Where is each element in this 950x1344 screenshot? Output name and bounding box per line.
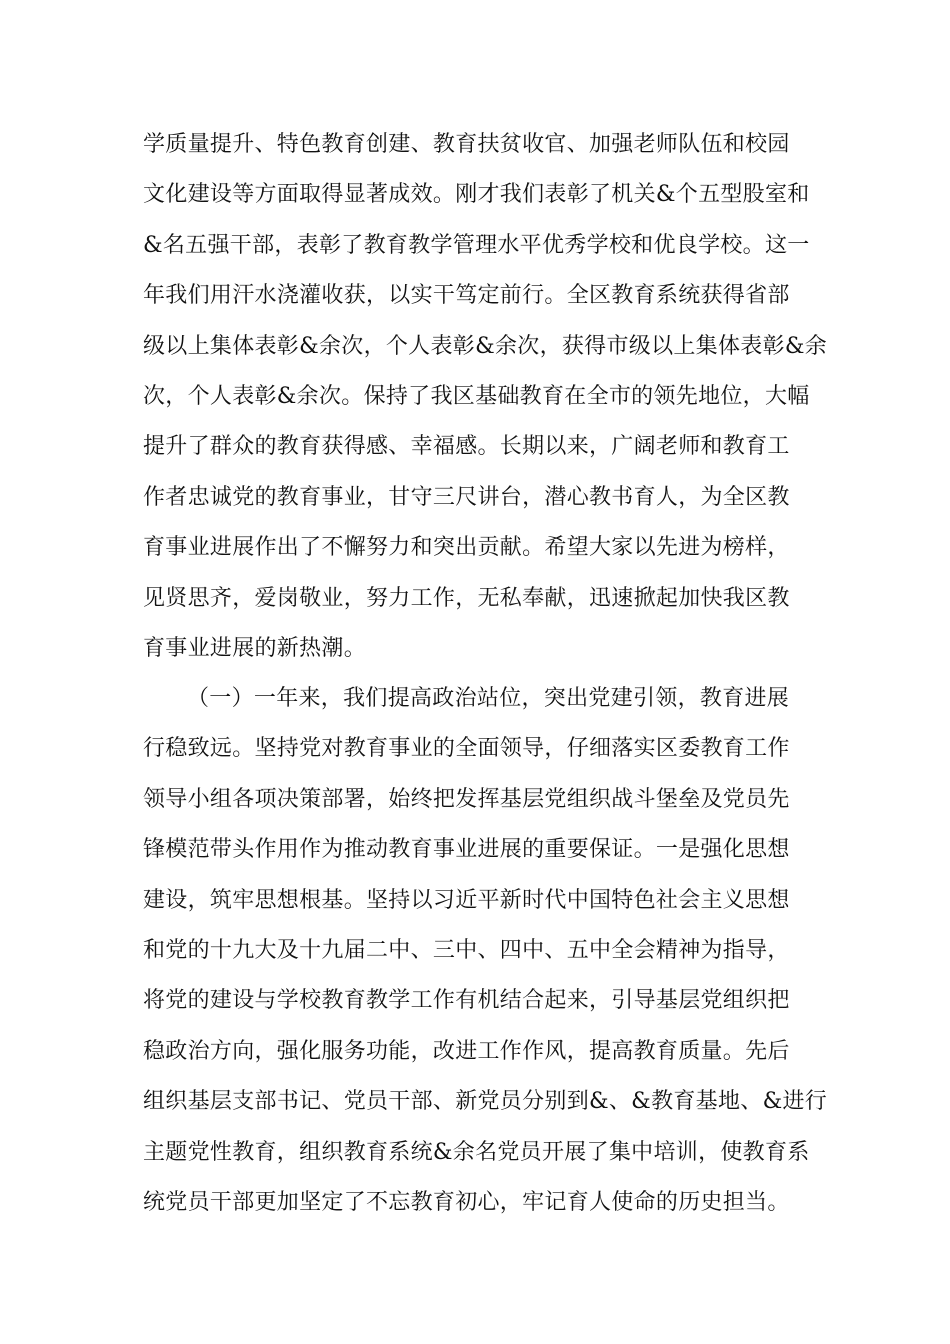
paragraph-1-line: 育事业进展的新热潮。 xyxy=(143,635,367,661)
paragraph-1-line: 提升了群众的教育获得感、幸福感。长期以来，广阔老师和教育工 xyxy=(143,434,790,460)
paragraph-2-line: 统党员干部更加坚定了不忘教育初心，牢记育人使命的历史担当。 xyxy=(143,1189,790,1215)
paragraph-2-line: 将党的建设与学校教育教学工作有机结合起来，引导基层党组织把 xyxy=(143,988,790,1014)
paragraph-2-line: （一）一年来，我们提高政治站位，突出党建引领，教育进展 xyxy=(187,686,790,711)
paragraph-2-line: 建设，筑牢思想根基。坚持以习近平新时代中国特色社会主义思想 xyxy=(143,887,790,913)
paragraph-1-line: 级以上集体表彰&余次，个人表彰&余次，获得市级以上集体表彰&余 xyxy=(143,333,828,359)
paragraph-1-line: 次，个人表彰&余次。保持了我区基础教育在全市的领先地位，大幅 xyxy=(143,383,810,409)
paragraph-2-line: 和党的十九大及十九届二中、三中、四中、五中全会精神为指导， xyxy=(143,937,790,963)
paragraph-1-line: 育事业进展作出了不懈努力和突出贡献。希望大家以先进为榜样， xyxy=(143,535,790,561)
paragraph-1-line: 见贤思齐，爱岗敬业，努力工作，无私奉献，迅速掀起加快我区教 xyxy=(143,585,790,611)
paragraph-1-line: &名五强干部，表彰了教育教学管理水平优秀学校和优良学校。这一 xyxy=(143,232,810,258)
paragraph-1-line: 学质量提升、特色教育创建、教育扶贫收官、加强老师队伍和校园 xyxy=(143,132,790,157)
paragraph-2-line: 行稳致远。坚持党对教育事业的全面领导，仔细落实区委教育工作 xyxy=(143,736,790,762)
paragraph-1-line: 作者忠诚党的教育事业，甘守三尺讲台，潜心教书育人，为全区教 xyxy=(143,484,790,510)
paragraph-2-line: 组织基层支部书记、党员干部、新党员分别到&、&教育基地、&进行 xyxy=(143,1089,828,1115)
paragraph-1-line: 文化建设等方面取得显著成效。刚才我们表彰了机关&个五型股室和 xyxy=(143,182,810,208)
paragraph-1 xyxy=(143,120,828,674)
paragraph-2-line: 主题党性教育，组织教育系统&余名党员开展了集中培训，使教育系 xyxy=(143,1139,810,1165)
paragraph-2-line: 稳政治方向，强化服务功能，改进工作作风，提高教育质量。先后 xyxy=(143,1038,790,1064)
paragraph-2-line: 锋模范带头作用作为推动教育事业进展的重要保证。一是强化思想 xyxy=(143,837,790,863)
paragraph-2 xyxy=(143,674,828,1228)
paragraph-2-line: 领导小组各项决策部署，始终把发挥基层党组织战斗堡垒及党员先 xyxy=(143,786,790,812)
paragraph-1-line: 年我们用汗水浇灌收获，以实干笃定前行。全区教育系统获得省部 xyxy=(143,283,790,309)
